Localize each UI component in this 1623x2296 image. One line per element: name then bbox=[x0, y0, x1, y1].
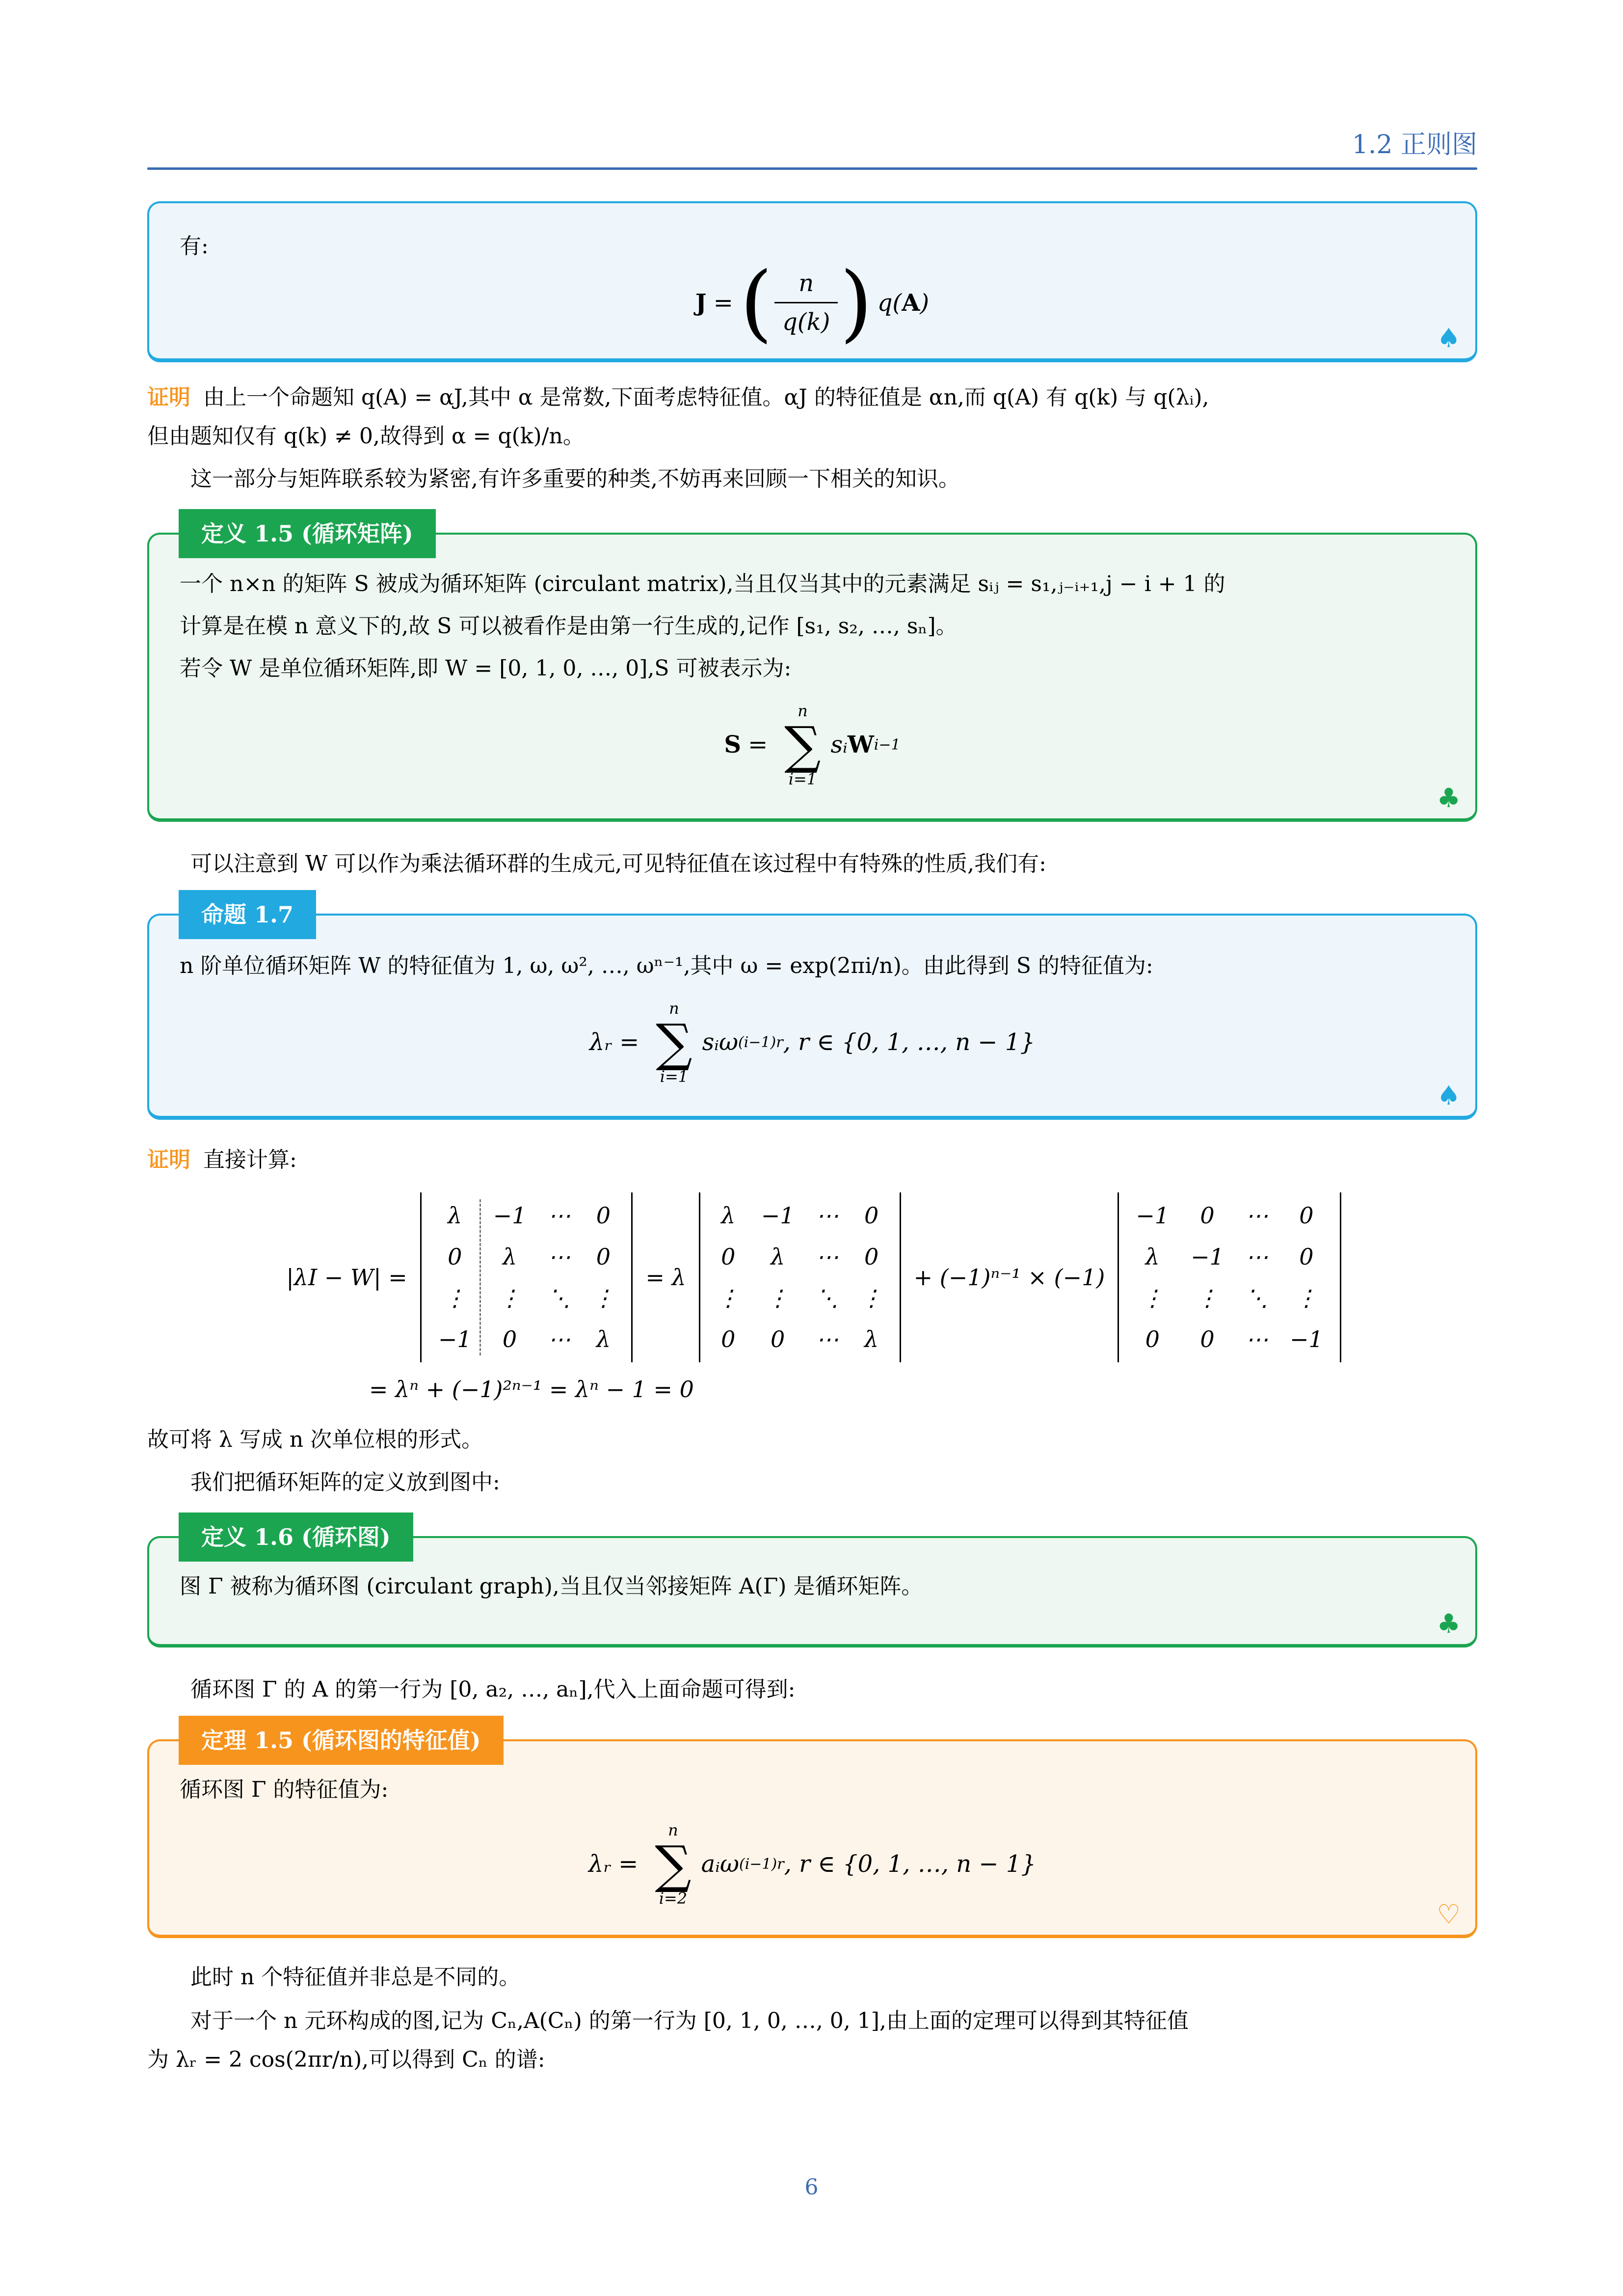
matrix-cell: ⋯ bbox=[1245, 1202, 1268, 1229]
proposition-1-7-title: 命题 1.7 bbox=[179, 890, 316, 939]
determinant-lhs: |λI − W| = bbox=[286, 1264, 407, 1291]
summation-upper-limit: n bbox=[669, 999, 679, 1018]
paragraph-cycle-graph-line1: 对于一个 n 元环构成的图,记为 Cₙ,A(Cₙ) 的第一行为 [0, 1, 0, …, 0, 1],由上面的定理可以得到其特征值 bbox=[190, 2008, 1189, 2034]
matrix-dashed-separator bbox=[479, 1199, 481, 1355]
matrix-cell: λ bbox=[596, 1325, 611, 1352]
matrix-cell: ⋯ bbox=[548, 1325, 571, 1352]
theorem-1-5-title: 定理 1.5 (循环图的特征值) bbox=[179, 1716, 504, 1765]
matrix-cell: ⋮ bbox=[592, 1284, 615, 1311]
paragraph-root-note: 故可将 λ 写成 n 次单位根的形式。 bbox=[147, 1427, 483, 1452]
matrix-cell: −1 bbox=[438, 1325, 472, 1352]
matrix-cell: λ bbox=[771, 1243, 785, 1270]
page-number: 6 bbox=[804, 2175, 819, 2200]
matrix-cell: 0 bbox=[596, 1202, 611, 1229]
matrix-cell: −1 bbox=[493, 1202, 527, 1229]
matrix-cell: λ bbox=[721, 1202, 736, 1229]
matrix-cell: ⋮ bbox=[860, 1284, 883, 1311]
fraction-denominator: q(k) bbox=[774, 302, 838, 337]
equals-sign: = bbox=[618, 1850, 639, 1878]
matrix-cell: ⋮ bbox=[717, 1284, 740, 1311]
determinant-matrix-3 bbox=[1117, 1192, 1341, 1362]
header-rule bbox=[147, 167, 1477, 170]
summation-lower-limit: i=1 bbox=[660, 1067, 689, 1086]
determinant-mid-2: + (−1)ⁿ⁻¹ × (−1) bbox=[913, 1264, 1105, 1291]
matrix-cell: −1 bbox=[1191, 1243, 1224, 1270]
paragraph-graph-transition: 我们把循环矩阵的定义放到图中: bbox=[190, 1469, 500, 1495]
matrix-cell: 0 bbox=[1200, 1202, 1215, 1229]
matrix-cell: 0 bbox=[771, 1325, 785, 1352]
proof-label: 证明 bbox=[147, 1147, 190, 1173]
math-A: A bbox=[902, 289, 920, 317]
proof-label: 证明 bbox=[147, 384, 190, 410]
proof-intro: 直接计算: bbox=[203, 1147, 297, 1173]
proposition-body: n 阶单位循环矩阵 W 的特征值为 1, ω, ω², …, ωⁿ⁻¹,其中 ω = exp(2πi/n)。由此得到 S 的特征值为: bbox=[180, 953, 1153, 979]
matrix-cell: ⋯ bbox=[816, 1243, 839, 1270]
math-lambda-r: λᵣ bbox=[588, 1850, 612, 1878]
math-S: S bbox=[724, 731, 742, 759]
summation-upper-limit: n bbox=[798, 701, 808, 720]
definition-body-line1: 一个 n×n 的矩阵 S 被成为循环矩阵 (circulant matrix),当且仅当其中的元素满足 sᵢⱼ = s₁,ⱼ₋ᵢ₊₁,j − i + 1 的 bbox=[180, 571, 1225, 597]
theorem-1-5-box bbox=[147, 1727, 1477, 1938]
sigma-symbol: ∑ bbox=[655, 1834, 692, 1894]
matrix-cell: ⋱ bbox=[548, 1284, 571, 1311]
proof-paragraph bbox=[147, 378, 1477, 417]
matrix-cell: 0 bbox=[1299, 1243, 1314, 1270]
summation bbox=[655, 1822, 691, 1907]
matrix-cell: ⋱ bbox=[816, 1284, 839, 1311]
definition-body-line3: 若令 W 是单位循环矩阵,即 W = [0, 1, 0, …, 0],S 可被表示为: bbox=[180, 655, 792, 681]
matrix-cell: ⋮ bbox=[1295, 1284, 1318, 1311]
definition-body-line2: 计算是在模 n 意义下的,故 S 可以被看作是由第一行生成的,记作 [s₁, s₂, …, sₙ]。 bbox=[180, 614, 958, 639]
definition-1-5-title: 定义 1.5 (循环矩阵) bbox=[179, 509, 436, 558]
math-term-si: sᵢ bbox=[830, 731, 848, 759]
matrix-cell: 0 bbox=[721, 1243, 736, 1270]
matrix-cell: ⋮ bbox=[766, 1284, 789, 1311]
fraction-numerator: n bbox=[798, 270, 814, 297]
paragraph-matrix-intro: 这一部分与矩阵联系较为紧密,有许多重要的种类,不妨再来回顾一下相关的知识。 bbox=[190, 466, 960, 492]
determinant-matrix-1 bbox=[420, 1192, 633, 1362]
summation bbox=[656, 1000, 692, 1085]
determinant-matrix-2 bbox=[699, 1192, 901, 1362]
matrix-cell: ⋯ bbox=[816, 1325, 839, 1352]
paragraph-eigenvalue-note: 此时 n 个特征值并非总是不同的。 bbox=[190, 1965, 521, 1990]
matrix-cell: 0 bbox=[864, 1202, 879, 1229]
big-paren-open: ( bbox=[740, 254, 773, 352]
determinant-mid-1: = λ bbox=[645, 1264, 686, 1291]
math-W: W bbox=[847, 731, 874, 759]
matrix-cell: λ bbox=[1145, 1243, 1160, 1270]
matrix-cell: ⋮ bbox=[1196, 1284, 1219, 1311]
definition-1-5-box bbox=[147, 520, 1477, 822]
spade-suit-icon: ♠ bbox=[1437, 1080, 1461, 1111]
proof-text-line2: 但由题知仅有 q(k) ≠ 0,故得到 α = q(k)/n。 bbox=[147, 423, 585, 449]
matrix-cell: λ bbox=[864, 1325, 879, 1352]
continued-result-box bbox=[147, 201, 1477, 362]
matrix-cell: 0 bbox=[721, 1325, 736, 1352]
spade-suit-icon: ♠ bbox=[1437, 322, 1461, 353]
display-formula-j bbox=[180, 254, 1445, 352]
matrix-cell: 0 bbox=[502, 1325, 517, 1352]
sigma-symbol: ∑ bbox=[784, 715, 821, 775]
matrix-cell: λ bbox=[448, 1202, 462, 1229]
summation-lower-limit: i=2 bbox=[659, 1889, 688, 1908]
matrix-cell: ⋮ bbox=[1141, 1284, 1164, 1311]
equals-sign: = bbox=[619, 1028, 639, 1056]
math-range: , r ∈ {0, 1, …, n − 1} bbox=[784, 1850, 1036, 1878]
math-range: , r ∈ {0, 1, …, n − 1} bbox=[783, 1028, 1035, 1056]
display-formula-s: S = n ∑ i=1 sᵢ W i−1 bbox=[724, 701, 901, 788]
section-header: 1.2 正则图 bbox=[1352, 130, 1477, 160]
paragraph-generator-note: 可以注意到 W 可以作为乘法循环群的生成元,可见特征值在该过程中有特殊的性质,我们有: bbox=[190, 851, 1046, 877]
matrix-cell: 0 bbox=[448, 1243, 462, 1270]
equals-sign: = bbox=[713, 289, 733, 317]
heart-suit-icon: ♡ bbox=[1437, 1899, 1461, 1930]
paragraph-first-row: 循环图 Γ 的 A 的第一行为 [0, a₂, …, aₙ],代入上面命题可得到: bbox=[190, 1676, 796, 1702]
sigma-symbol: ∑ bbox=[656, 1013, 692, 1073]
summation-lower-limit: i=1 bbox=[788, 769, 817, 788]
math-lambda-r: λᵣ bbox=[589, 1028, 613, 1056]
matrix-cell: ⋯ bbox=[548, 1202, 571, 1229]
proof-text-line1: 由上一个命题知 q(A) = αJ,其中 α 是常数,下面考虑特征值。αJ 的特征值是 αn,而 q(A) 有 q(k) 与 q(λᵢ), bbox=[203, 384, 1209, 410]
determinant-equation bbox=[147, 1192, 1477, 1362]
matrix-cell: ⋯ bbox=[1245, 1243, 1268, 1270]
matrix-cell: ⋯ bbox=[1245, 1325, 1268, 1352]
matrix-cell: 0 bbox=[1145, 1325, 1160, 1352]
fraction bbox=[774, 270, 838, 336]
matrix-cell: 0 bbox=[864, 1243, 879, 1270]
matrix-cell: −1 bbox=[761, 1202, 795, 1229]
matrix-cell: 0 bbox=[1299, 1202, 1314, 1229]
math-J: J bbox=[695, 289, 707, 317]
equals-sign: = bbox=[748, 731, 768, 759]
proposition-1-7-box bbox=[147, 901, 1477, 1120]
matrix-cell: ⋮ bbox=[498, 1284, 521, 1311]
determinant-result-line: = λⁿ + (−1)²ⁿ⁻¹ = λⁿ − 1 = 0 bbox=[369, 1376, 694, 1403]
matrix-cell: −1 bbox=[1289, 1325, 1323, 1352]
matrix-cell: λ bbox=[502, 1243, 517, 1270]
box-intro-text: 有: bbox=[180, 234, 209, 259]
matrix-cell: ⋱ bbox=[1245, 1284, 1268, 1311]
definition-1-6-title: 定义 1.6 (循环图) bbox=[179, 1513, 413, 1562]
summation-upper-limit: n bbox=[668, 1820, 678, 1839]
summation bbox=[784, 702, 821, 788]
display-formula-lambda-s: λᵣ = n ∑ i=1 sᵢω (i−1)r , r ∈ {0, 1, …, n − 1} bbox=[589, 999, 1035, 1086]
math-q-open: q( bbox=[877, 289, 902, 317]
math-term-si-omega: sᵢω bbox=[702, 1028, 738, 1056]
matrix-cell: 0 bbox=[596, 1243, 611, 1270]
page-content bbox=[147, 0, 1477, 2080]
matrix-cell: 0 bbox=[1200, 1325, 1215, 1352]
matrix-cell: ⋯ bbox=[548, 1243, 571, 1270]
matrix-cell: ⋮ bbox=[443, 1284, 466, 1311]
paragraph-cycle-graph-line2: 为 λᵣ = 2 cos(2πr/n),可以得到 Cₙ 的谱: bbox=[147, 2047, 545, 2073]
matrix-cell: −1 bbox=[1136, 1202, 1170, 1229]
big-paren-close: ) bbox=[840, 254, 873, 352]
theorem-body: 循环图 Γ 的特征值为: bbox=[180, 1777, 389, 1802]
matrix-cell: ⋯ bbox=[816, 1202, 839, 1229]
definition-1-6-box bbox=[147, 1523, 1477, 1648]
club-suit-icon: ♣ bbox=[1437, 783, 1461, 814]
club-suit-icon: ♣ bbox=[1437, 1608, 1461, 1639]
definition-body: 图 Γ 被称为循环图 (circulant graph),当且仅当邻接矩阵 A(Γ) 是循环矩阵。 bbox=[180, 1573, 923, 1599]
math-term-ai-omega: aᵢω bbox=[701, 1850, 739, 1878]
math-q-close: ) bbox=[920, 289, 930, 317]
display-formula-lambda-a: λᵣ = n ∑ i=2 aᵢω (i−1)r , r ∈ {0, 1, …, n − 1} bbox=[588, 1820, 1036, 1908]
proof-paragraph bbox=[147, 1140, 1477, 1179]
